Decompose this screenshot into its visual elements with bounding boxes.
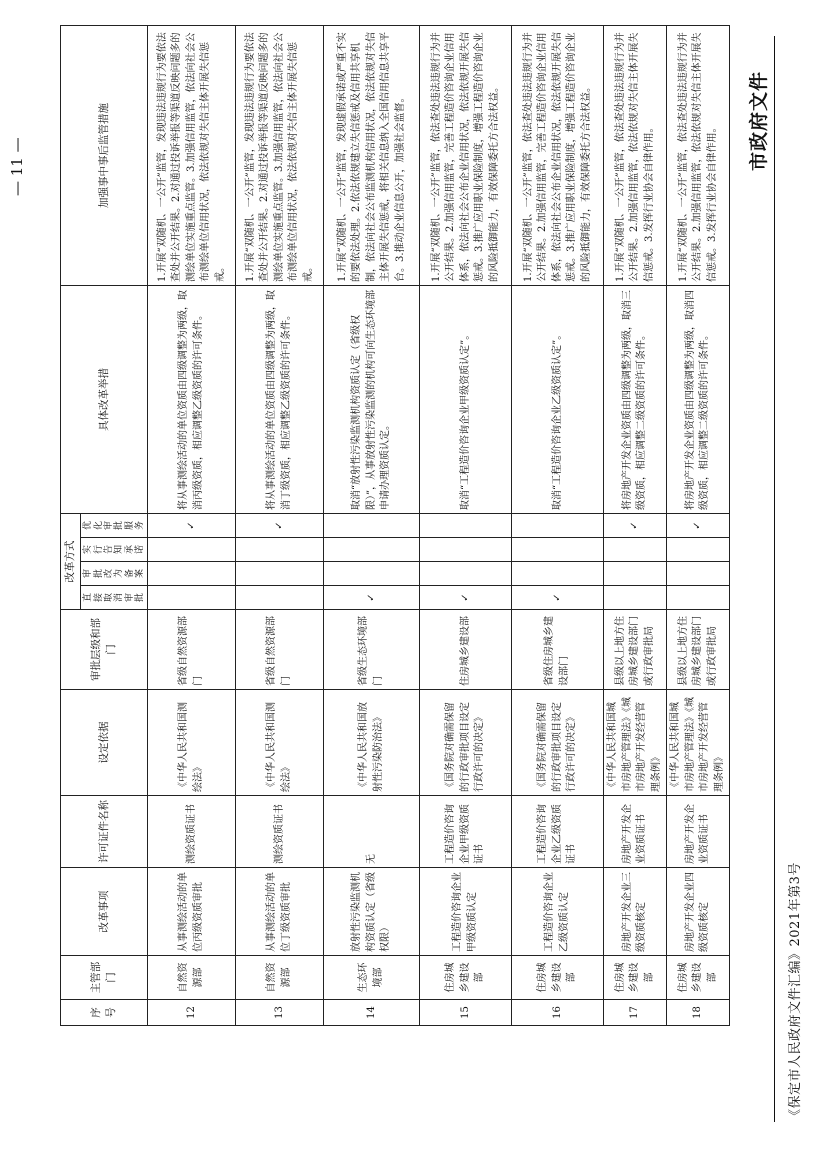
row-reform-item: 工程造价咨询企业甲级资质认定 bbox=[420, 868, 512, 956]
section-title: 市政府文件 bbox=[748, 70, 770, 171]
row-department: 住房城乡建设部 bbox=[420, 956, 512, 1000]
row-license-name: 工程造价咨询企业乙级资质证书 bbox=[512, 796, 604, 868]
col-mode-commitment: 实行告知承诺 bbox=[81, 538, 148, 562]
row-mark-commitment bbox=[236, 538, 324, 562]
col-supervision: 加强事中事后监管措施 bbox=[61, 26, 148, 286]
col-item: 改革事项 bbox=[61, 868, 148, 956]
row-mark-optimize bbox=[324, 514, 420, 538]
row-approval-level: 省级自然资源部门 bbox=[236, 610, 324, 690]
row-reform-measures: 将从事测绘活动的单位资质由四级调整为两级，取消丙级资质，相应调整乙级资质的许可条件。 bbox=[148, 286, 236, 514]
row-department: 住房城乡建设部 bbox=[667, 956, 730, 1000]
row-mark-filing bbox=[148, 562, 236, 586]
row-supervision-measures: 1.开展“双随机、一公开”监管，发现违法违规行为要依法查处并公开结果。2.对通过投诉举报等渠道反映问题多的测绘单位实施重点监管。3.加强信用监管，依法向社会公布测绘单位信用状况，依法依规对失信主体开展失信惩戒。 bbox=[148, 26, 236, 286]
row-legal-basis: 《中华人民共和国放射性污染防治法》 bbox=[324, 690, 420, 796]
row-mark-commitment bbox=[324, 538, 420, 562]
row-number: 13 bbox=[236, 1000, 324, 1026]
row-reform-measures: 将房地产开发企业资质由四级调整为两级，取消四级资质，相应调整二级资质的许可条件。 bbox=[667, 286, 730, 514]
row-approval-level: 县级以上地方住房城乡建设部门或行政审批局 bbox=[667, 610, 730, 690]
row-license-name: 房地产开发企业资质证书 bbox=[667, 796, 730, 868]
row-mark-cancel: ✓ bbox=[420, 586, 512, 610]
publication-title: 《保定市人民政府文件汇编》2021年第3号 bbox=[788, 862, 803, 1122]
header-rule bbox=[774, 36, 775, 1122]
row-license-name: 无 bbox=[324, 796, 420, 868]
row-mark-cancel: ✓ bbox=[512, 586, 604, 610]
row-reform-item: 房地产开发企业三级资质核定 bbox=[604, 868, 667, 956]
row-supervision-measures: 1.开展“双随机、一公开”监管，依法查处违法违规行为并公开结果。2.加强信用监管，完善工程造价咨询企业信用体系，依法向社会公布企业信用状况，依法依规开展失信惩戒。3.推广应用职业保险制度，增强工程造价咨询企业的风险抵御能力，有效保障委托方合法权益。 bbox=[512, 26, 604, 286]
row-department: 自然资源部 bbox=[148, 956, 236, 1000]
col-mode-cancel: 直接取消审批 bbox=[81, 586, 148, 610]
row-approval-level: 县级以上地方住房城乡建设部门或行政审批局 bbox=[604, 610, 667, 690]
col-mode: 改革方式 bbox=[61, 514, 81, 610]
row-department: 生态环境部 bbox=[324, 956, 420, 1000]
row-reform-measures: 取消“工程造价咨询企业乙级资质认定”。 bbox=[512, 286, 604, 514]
table-row bbox=[324, 26, 420, 1026]
row-mark-optimize bbox=[512, 514, 604, 538]
row-license-name: 测绘资质证书 bbox=[236, 796, 324, 868]
row-mark-filing bbox=[324, 562, 420, 586]
row-license-name: 测绘资质证书 bbox=[148, 796, 236, 868]
row-supervision-measures: 1.开展“双随机、一公开”监管，发现虚假承诺或严重不实的要依法处理。2.依法依规建立失信惩戒及信用共享机制，依法向社会公布监测机构信用状况，依法依规对失信主体开展失信惩戒，将相关信息纳入全国信用信息共享平台。3.推动企业信息公开，加强社会监督。 bbox=[324, 26, 420, 286]
row-number: 17 bbox=[604, 1000, 667, 1026]
row-number: 18 bbox=[667, 1000, 730, 1026]
row-approval-level: 省级自然资源部门 bbox=[148, 610, 236, 690]
row-mark-optimize: ✓ bbox=[236, 514, 324, 538]
row-mark-optimize bbox=[420, 514, 512, 538]
row-department: 住房城乡建设部 bbox=[604, 956, 667, 1000]
row-mark-commitment bbox=[604, 538, 667, 562]
col-no: 序号 bbox=[61, 1000, 148, 1026]
row-license-name: 房地产开发企业资质证书 bbox=[604, 796, 667, 868]
col-license: 许可证件名称 bbox=[61, 796, 148, 868]
col-measures: 具体改革举措 bbox=[61, 286, 148, 514]
row-number: 12 bbox=[148, 1000, 236, 1026]
row-supervision-measures: 1.开展“双随机、一公开”监管，发现违法违规行为要依法查处并公开结果。2.对通过投诉举报等渠道反映问题多的测绘单位实施重点监管。3.加强信用监管，依法向社会公布测绘单位信用状况，依法依规对失信主体开展失信惩戒。 bbox=[236, 26, 324, 286]
row-mark-filing bbox=[604, 562, 667, 586]
row-legal-basis: 《国务院对确需保留的行政审批项目设定行政许可的决定》 bbox=[512, 690, 604, 796]
row-mark-optimize: ✓ bbox=[148, 514, 236, 538]
row-mark-commitment bbox=[667, 538, 730, 562]
row-reform-item: 工程造价咨询企业乙级资质认定 bbox=[512, 868, 604, 956]
row-legal-basis: 《中华人民共和国城市房地产管理法》《城市房地产开发经营管理条例》 bbox=[667, 690, 730, 796]
row-reform-item: 放射性污染监测机构资质认定（省级权限） bbox=[324, 868, 420, 956]
row-mark-cancel bbox=[604, 586, 667, 610]
row-reform-item: 从事测绘活动的单位丙级资质审批 bbox=[148, 868, 236, 956]
row-reform-measures: 取消“放射性污染监测机构资质认定（省级权限）”，从事放射性污染监测的机构可向生态环境部申请办理资质认定。 bbox=[324, 286, 420, 514]
page-number: — 11 — bbox=[8, 137, 26, 196]
row-number: 16 bbox=[512, 1000, 604, 1026]
row-mark-filing bbox=[420, 562, 512, 586]
row-mark-cancel bbox=[667, 586, 730, 610]
row-supervision-measures: 1.开展“双随机、一公开”监管，依法查处违法违规行为并公开结果。2.加强信用监管，完善工程造价咨询企业信用体系，依法向社会公布企业信用状况，依法依规开展失信惩戒。3.推广应用职业保险制度，增强工程造价咨询企业的风险抵御能力，有效保障委托方合法权益。 bbox=[420, 26, 512, 286]
row-reform-measures: 将从事测绘活动的单位资质由四级调整为两级，取消丁级资质，相应调整乙级资质的许可条件。 bbox=[236, 286, 324, 514]
table-header-row bbox=[61, 26, 81, 1026]
col-basis: 设定依据 bbox=[61, 690, 148, 796]
reform-table bbox=[60, 25, 730, 1026]
row-mark-commitment bbox=[512, 538, 604, 562]
row-mark-cancel bbox=[236, 586, 324, 610]
row-approval-level: 住房城乡建设部 bbox=[420, 610, 512, 690]
row-mark-cancel bbox=[148, 586, 236, 610]
row-reform-item: 房地产开发企业四级资质核定 bbox=[667, 868, 730, 956]
row-legal-basis: 《中华人民共和国城市房地产管理法》《城市房地产开发经营管理条例》 bbox=[604, 690, 667, 796]
table-row bbox=[512, 26, 604, 1026]
row-supervision-measures: 1.开展“双随机、一公开”监管，依法查处违法违规行为并公开结果。2.加强信用监管，依法依规对失信主体开展失信惩戒。3.发挥行业协会自律作用。 bbox=[604, 26, 667, 286]
row-approval-level: 省级住房城乡建设部门 bbox=[512, 610, 604, 690]
row-mark-filing bbox=[236, 562, 324, 586]
row-legal-basis: 《中华人民共和国测绘法》 bbox=[148, 690, 236, 796]
row-department: 自然资源部 bbox=[236, 956, 324, 1000]
row-mark-filing bbox=[667, 562, 730, 586]
row-mark-commitment bbox=[148, 538, 236, 562]
row-department: 住房城乡建设部 bbox=[512, 956, 604, 1000]
row-reform-measures: 将房地产开发企业资质由四级调整为两级，取消三级资质，相应调整二级资质的许可条件。 bbox=[604, 286, 667, 514]
col-mode-filing: 审批改为备案 bbox=[81, 562, 148, 586]
row-number: 14 bbox=[324, 1000, 420, 1026]
table-row bbox=[420, 26, 512, 1026]
table-row bbox=[236, 26, 324, 1026]
row-legal-basis: 《中华人民共和国测绘法》 bbox=[236, 690, 324, 796]
table-row bbox=[667, 26, 730, 1026]
table-row bbox=[148, 26, 236, 1026]
row-mark-cancel: ✓ bbox=[324, 586, 420, 610]
row-mark-commitment bbox=[420, 538, 512, 562]
row-legal-basis: 《国务院对确需保留的行政审批项目设定行政许可的决定》 bbox=[420, 690, 512, 796]
col-approval: 审批层级和部门 bbox=[61, 610, 148, 690]
row-approval-level: 省级生态环境部门 bbox=[324, 610, 420, 690]
col-dept: 主管部门 bbox=[61, 956, 148, 1000]
row-number: 15 bbox=[420, 1000, 512, 1026]
table-body bbox=[148, 26, 730, 1026]
row-reform-item: 从事测绘活动的单位丁级资质审批 bbox=[236, 868, 324, 956]
row-mark-filing bbox=[512, 562, 604, 586]
table-row bbox=[604, 26, 667, 1026]
col-mode-optimize: 优化审批服务 bbox=[81, 514, 148, 538]
row-supervision-measures: 1.开展“双随机、一公开”监管，依法查处违法违规行为并公开结果。2.加强信用监管，依法依规对失信主体开展失信惩戒。3.发挥行业协会自律作用。 bbox=[667, 26, 730, 286]
row-reform-measures: 取消“工程造价咨询企业甲级资质认定”。 bbox=[420, 286, 512, 514]
row-mark-optimize: ✓ bbox=[667, 514, 730, 538]
row-mark-optimize: ✓ bbox=[604, 514, 667, 538]
row-license-name: 工程造价咨询企业甲级资质证书 bbox=[420, 796, 512, 868]
